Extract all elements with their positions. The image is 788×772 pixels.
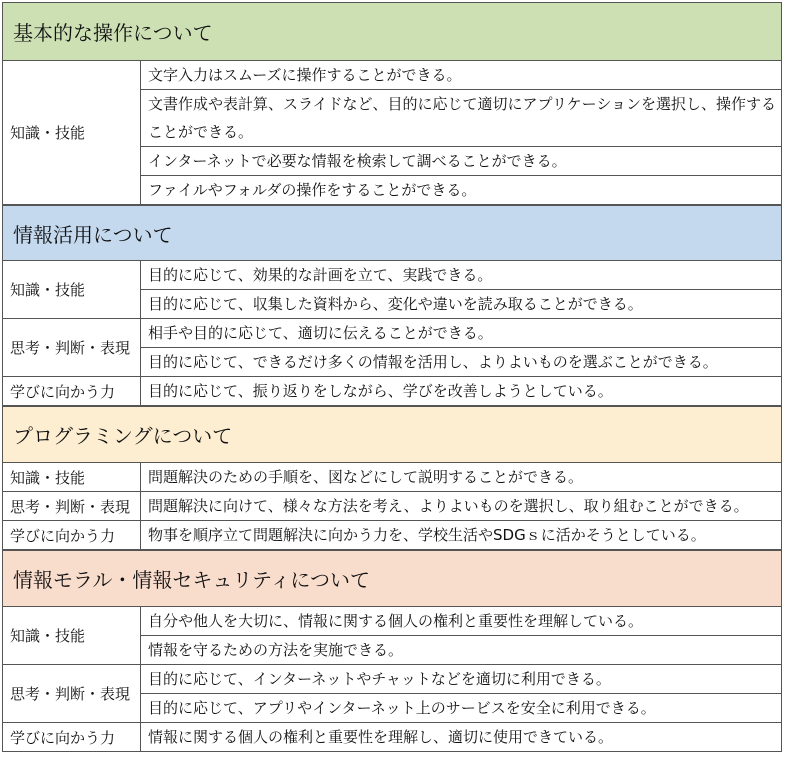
criterion-item: 情報を守るための方法を実施できる。: [141, 636, 781, 664]
criterion-item: 目的に応じて、振り返りをしながら、学びを改善しようとしている。: [141, 377, 781, 405]
category-label: 思考・判断・表現: [3, 319, 141, 376]
section: [2, 2, 782, 205]
section: [2, 205, 782, 406]
criterion-item: 文字入力はスムーズに操作することができる。: [141, 61, 781, 90]
criteria-list: [141, 463, 781, 491]
criteria-list: [141, 61, 781, 204]
criteria-group: [3, 665, 781, 723]
category-label: 知識・技能: [3, 61, 141, 204]
criterion-item: 目的に応じて、インターネットやチャットなどを適切に利用できる。: [141, 665, 781, 694]
criteria-group: [3, 723, 781, 752]
skills-table: [2, 2, 782, 752]
criterion-item: 目的に応じて、アプリやインターネット上のサービスを安全に利用できる。: [141, 694, 781, 722]
criteria-group: [3, 521, 781, 550]
criteria-list: [141, 261, 781, 318]
criteria-list: [141, 377, 781, 405]
criteria-group: [3, 377, 781, 406]
criteria-group: [3, 607, 781, 665]
criterion-item: 問題解決に向けて、様々な方法を考え、よりよいものを選択し、取り組むことができる。: [141, 492, 781, 520]
criterion-item: 相手や目的に応じて、適切に伝えることができる。: [141, 319, 781, 348]
section: [2, 550, 782, 752]
section-title: プログラミングについて: [3, 407, 781, 463]
criteria-group: [3, 319, 781, 377]
criteria-list: [141, 492, 781, 520]
criteria-list: [141, 319, 781, 376]
category-label: 知識・技能: [3, 463, 141, 491]
criteria-list: [141, 723, 781, 751]
criteria-group: [3, 463, 781, 492]
section-title: 基本的な操作について: [3, 3, 781, 61]
criterion-item: 自分や他人を大切に、情報に関する個人の権利と重要性を理解している。: [141, 607, 781, 636]
section-title: 情報モラル・情報セキュリティについて: [3, 551, 781, 607]
criteria-list: [141, 665, 781, 722]
criteria-list: [141, 521, 781, 549]
category-label: 思考・判断・表現: [3, 492, 141, 520]
criteria-group: [3, 261, 781, 319]
criterion-item: 情報に関する個人の権利と重要性を理解し、適切に使用できている。: [141, 723, 781, 751]
criterion-item: 目的に応じて、収集した資料から、変化や違いを読み取ることができる。: [141, 290, 781, 318]
criteria-list: [141, 607, 781, 664]
criteria-group: [3, 61, 781, 205]
section-title: 情報活用について: [3, 206, 781, 261]
criterion-item: 文書作成や表計算、スライドなど、目的に応じて適切にアプリケーションを選択し、操作することができる。: [141, 90, 781, 147]
category-label: 学びに向かう力: [3, 377, 141, 405]
criterion-item: 問題解決のための手順を、図などにして説明することができる。: [141, 463, 781, 491]
criterion-item: 目的に応じて、できるだけ多くの情報を活用し、よりよいものを選ぶことができる。: [141, 348, 781, 376]
category-label: 知識・技能: [3, 607, 141, 664]
criteria-group: [3, 492, 781, 521]
category-label: 知識・技能: [3, 261, 141, 318]
category-label: 学びに向かう力: [3, 723, 141, 751]
section: [2, 406, 782, 550]
criterion-item: インターネットで必要な情報を検索して調べることができる。: [141, 147, 781, 176]
category-label: 思考・判断・表現: [3, 665, 141, 722]
criterion-item: ファイルやフォルダの操作をすることができる。: [141, 176, 781, 204]
criterion-item: 物事を順序立て問題解決に向かう力を、学校生活やSDGｓに活かそうとしている。: [141, 521, 781, 549]
category-label: 学びに向かう力: [3, 521, 141, 549]
criterion-item: 目的に応じて、効果的な計画を立て、実践できる。: [141, 261, 781, 290]
